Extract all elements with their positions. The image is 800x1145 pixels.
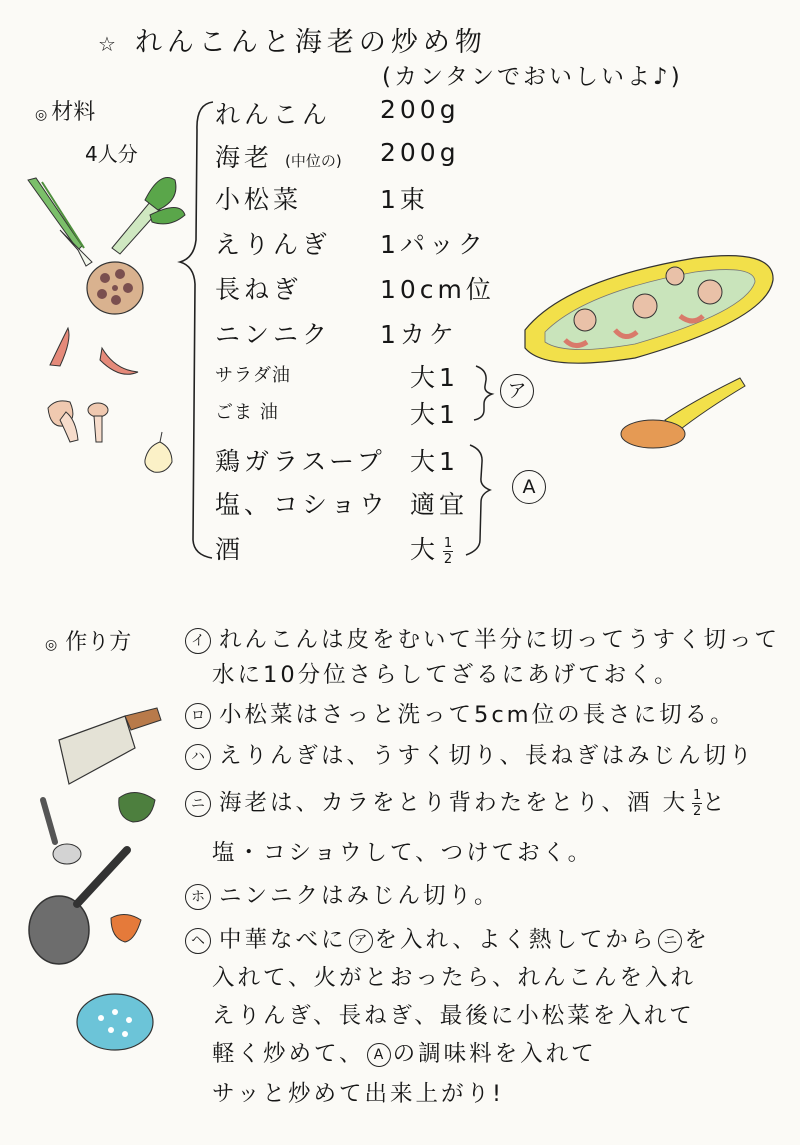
ingredient-name: 鶏ガラスープ [215,447,386,476]
step-number: ニ [185,791,211,817]
step-text: ニンニクはみじん切り。 [219,883,500,909]
ingredient-name: 塩、コショウ [215,490,389,519]
ingredient-qty: 大1 [410,363,459,392]
ingredient-row [215,442,459,478]
step-text: れんこんは皮をむいて半分に切ってうすく切って [219,627,781,653]
step-continuation: 水に10分位さらしてざるにあげておく。 [212,662,680,688]
bowl-icon [119,792,155,822]
fraction-numerator: 1 [443,535,453,551]
ingredient-row [215,358,459,392]
step-text: の調味料を入れて [392,1041,597,1067]
bullet-icon: ◎ [45,637,58,653]
step-number: ロ [185,703,211,729]
ingredient-qty: 1束 [380,185,429,214]
group-a-ref: ア [349,929,373,953]
serving-plate-icon [525,256,773,364]
step-number: イ [185,628,211,654]
method-step [185,878,500,910]
ingredient-qty: 大1 [410,447,459,476]
step-continuation [212,1036,597,1068]
method-step [185,622,780,654]
ingredient-row [215,395,459,429]
ingredient-name: えりんぎ [215,230,332,259]
colander-icon [77,994,153,1050]
ingredient-qty: 200g [380,95,460,124]
ingredient-row [215,485,469,521]
ingredient-name: 酒 [215,535,245,564]
ingredients-heading-text: 材料 [51,100,96,125]
step-number: ハ [185,744,211,770]
frying-pan-icon [29,850,127,964]
ingredient-qty-main: 大 [410,535,440,564]
ingredient-row [215,530,453,567]
method-step [185,922,710,954]
step-text: 中華なべに [219,927,347,953]
knife-icon [59,708,161,784]
step-text: 小松菜はさっと洗って5cm位の長さに切る。 [219,702,736,728]
kitchen-tools-illustration [15,700,175,1100]
step-text: 軽く炒めて、 [212,1041,365,1067]
step-continuation: えりんぎ、長ねぎ、最後に小松菜を入れて [212,1003,695,1029]
group-a-label: ア [500,374,534,408]
ingredient-qty: 200g [380,138,460,167]
step-continuation: 塩・コショウして、つけておく。 [212,840,594,866]
ingredient-name: 小松菜 [215,185,303,214]
method-heading [45,625,131,656]
step-number: ヘ [185,928,211,954]
ingredient-illustrations [20,170,200,490]
fraction-denominator: 2 [693,804,702,819]
ingredient-qty: 10cm位 [380,275,495,304]
komatsuna-icon [112,178,185,255]
bullet-icon: ◎ [35,107,48,123]
step-ref: ニ [658,929,682,953]
method-step [185,738,755,770]
step-final: サッと炒めて出来上がり! [212,1081,505,1107]
ingredient-note: (中位の) [284,152,342,170]
step-text-tail: と [702,790,728,816]
finished-dish-illustration [505,250,790,460]
method-heading-text: 作り方 [65,630,132,655]
step-text: 海老は、カラをとり背わたをとり、酒 大 [219,790,689,816]
shrimp-icon [50,328,138,374]
title-text: れんこんと海老の炒め物 [134,27,487,58]
group-a-brace [474,366,492,420]
method-step [185,785,728,818]
step-text: を入れ、よく熱してから [374,927,657,953]
fraction [443,537,453,566]
ingredient-row [215,95,460,131]
ingredient-qty: 1パック [380,230,487,259]
ingredient-name: サラダ油 [215,365,291,386]
green-onion-icon [28,178,92,266]
group-b-brace [466,445,490,555]
recipe-subtitle: (カンタンでおいしいよ♪) [382,64,683,90]
fraction [692,789,702,818]
step-number: ホ [185,884,211,910]
fraction-denominator: 2 [443,551,453,567]
step-text: を [684,927,710,953]
ingredient-row [215,180,429,216]
star-icon: ☆ [98,32,121,56]
ingredient-name: ごま 油 [215,402,279,423]
ingredient-row [215,225,487,261]
ingredient-row [215,315,458,351]
ingredient-name: れんこん [215,100,332,129]
ingredient-name: ニンニク [215,320,332,349]
fraction-numerator: 1 [693,788,702,803]
servings: 4人分 [85,142,138,166]
ingredient-row [215,270,495,306]
method-step [185,697,736,729]
step-text: えりんぎは、うすく切り、長ねぎはみじん切り [219,743,755,769]
mushroom-icon [48,401,108,442]
group-b-label: A [512,470,546,504]
group-b-ref: A [367,1043,391,1067]
garlic-icon [145,432,172,472]
ingredient-name: 長ねぎ [215,275,303,304]
ingredient-qty [410,530,453,566]
ladle-icon [621,378,745,448]
ingredient-qty: 1カケ [380,320,458,349]
ingredient-qty: 適宜 [410,490,469,519]
ingredient-qty: 大1 [410,400,459,429]
small-bowl-icon [111,914,141,942]
ingredient-name: 海老 [215,143,274,172]
lotus-root-icon [87,262,143,314]
spoon-icon [43,800,81,864]
step-continuation: 入れて、火がとおったら、れんこんを入れ [212,965,697,991]
ingredient-row [215,138,460,174]
